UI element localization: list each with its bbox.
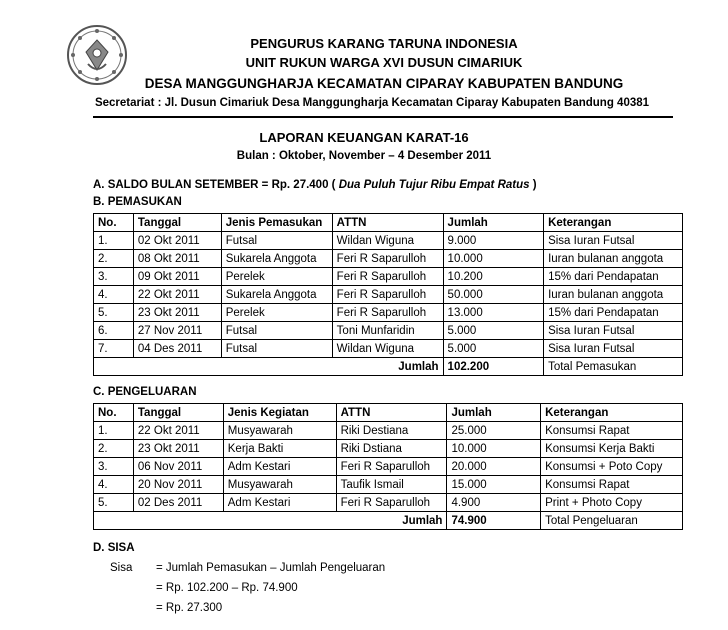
table-cell: 15% dari Pendapatan (544, 304, 683, 322)
table-cell: 5.000 (443, 340, 544, 358)
table-cell: 10.000 (443, 250, 544, 268)
table-cell: 1. (94, 422, 134, 440)
table-cell: Feri R Saparulloh (332, 268, 443, 286)
expense-table (93, 403, 683, 530)
table-cell: Riki Dstiana (336, 440, 447, 458)
table-cell: 02 Okt 2011 (133, 232, 221, 250)
table-row (94, 476, 683, 494)
table-cell: Konsumsi + Poto Copy (541, 458, 683, 476)
table-cell: Kerja Bakti (223, 440, 336, 458)
table-cell: 15.000 (447, 476, 541, 494)
table-row (94, 250, 683, 268)
table-cell: Sisa Iuran Futsal (544, 232, 683, 250)
sisa-line-1 (110, 562, 385, 574)
table-cell: Feri R Saparulloh (336, 458, 447, 476)
header-cell: Jumlah (447, 404, 541, 422)
total-note: Total Pengeluaran (541, 512, 683, 530)
table-row (94, 322, 683, 340)
table-cell: 9.000 (443, 232, 544, 250)
org-location: DESA MANGGUNGHARJA KECAMATAN CIPARAY KABUPATEN BANDUNG (144, 76, 624, 91)
report-title: LAPORAN KEUANGAN KARAT-16 (259, 130, 469, 145)
table-cell: Riki Destiana (336, 422, 447, 440)
section-d-heading: D. SISA (93, 542, 135, 554)
report-period: Bulan : Oktober, November – 4 Desember 2011 (236, 150, 492, 162)
table-cell: 50.000 (443, 286, 544, 304)
table-cell: Konsumsi Rapat (541, 476, 683, 494)
header-cell: Tanggal (133, 404, 223, 422)
income-table-header (94, 214, 683, 232)
table-cell: 25.000 (447, 422, 541, 440)
table-cell: 10.200 (443, 268, 544, 286)
table-cell: 06 Nov 2011 (133, 458, 223, 476)
table-cell: Futsal (221, 340, 332, 358)
table-cell: 22 Okt 2011 (133, 422, 223, 440)
header-cell: Jumlah (443, 214, 544, 232)
table-cell: Perelek (221, 268, 332, 286)
letterhead-divider (93, 116, 673, 118)
header-cell: No. (94, 404, 134, 422)
income-total-row (94, 358, 683, 376)
table-cell: Toni Munfaridin (332, 322, 443, 340)
income-table (93, 213, 683, 376)
table-cell: 02 Des 2011 (133, 494, 223, 512)
table-cell: 2. (94, 250, 134, 268)
org-address: Secretariat : Jl. Dusun Cimariuk Desa Manggungharja Kecamatan Ciparay Kabupaten Bandung 40381 (94, 97, 650, 109)
table-cell: 27 Nov 2011 (133, 322, 221, 340)
table-cell: 2. (94, 440, 134, 458)
sisa-line-3: = Rp. 27.300 (156, 602, 223, 614)
table-cell: 7. (94, 340, 134, 358)
table-cell: 5.000 (443, 322, 544, 340)
header-cell: ATTN (332, 214, 443, 232)
header-cell: Tanggal (133, 214, 221, 232)
table-cell: 20 Nov 2011 (133, 476, 223, 494)
header-cell: Jenis Kegiatan (223, 404, 336, 422)
total-label: Jumlah (94, 358, 444, 376)
sisa-line-2: = Rp. 102.200 – Rp. 74.900 (156, 582, 298, 594)
table-row (94, 304, 683, 322)
table-cell: 15% dari Pendapatan (544, 268, 683, 286)
table-row (94, 440, 683, 458)
table-cell: Futsal (221, 232, 332, 250)
table-cell: Adm Kestari (223, 494, 336, 512)
table-cell: 4. (94, 476, 134, 494)
table-cell: 4.900 (447, 494, 541, 512)
table-cell: Musyawarah (223, 476, 336, 494)
table-row (94, 268, 683, 286)
table-cell: 3. (94, 268, 134, 286)
table-cell: Futsal (221, 322, 332, 340)
table-cell: Sisa Iuran Futsal (544, 340, 683, 358)
table-row (94, 494, 683, 512)
table-cell: 10.000 (447, 440, 541, 458)
section-a-words: Dua Puluh Tujur Ribu Empat Ratus (338, 179, 530, 191)
header-cell: Keterangan (544, 214, 683, 232)
section-a-balance (93, 179, 537, 191)
table-cell: Print + Photo Copy (541, 494, 683, 512)
table-row (94, 286, 683, 304)
header-cell: Jenis Pemasukan (221, 214, 332, 232)
section-c-heading: C. PENGELUARAN (93, 386, 197, 398)
section-a-close: ) (529, 179, 537, 191)
table-cell: 08 Okt 2011 (133, 250, 221, 268)
table-cell: Sisa Iuran Futsal (544, 322, 683, 340)
org-unit: UNIT RUKUN WARGA XVI DUSUN CIMARIUK (245, 55, 523, 70)
table-cell: Konsumsi Rapat (541, 422, 683, 440)
table-cell: 5. (94, 304, 134, 322)
table-cell: 1. (94, 232, 134, 250)
sisa-formula: = Jumlah Pemasukan – Jumlah Pengeluaran (156, 562, 386, 574)
table-cell: Feri R Saparulloh (336, 494, 447, 512)
table-cell: Perelek (221, 304, 332, 322)
table-cell: 09 Okt 2011 (133, 268, 221, 286)
table-row (94, 458, 683, 476)
total-value: 102.200 (443, 358, 544, 376)
header-cell: No. (94, 214, 134, 232)
table-row (94, 340, 683, 358)
table-row (94, 232, 683, 250)
total-label: Jumlah (94, 512, 447, 530)
table-cell: Wildan Wiguna (332, 232, 443, 250)
table-cell: 3. (94, 458, 134, 476)
table-cell: Feri R Saparulloh (332, 286, 443, 304)
table-cell: Feri R Saparulloh (332, 250, 443, 268)
table-cell: 4. (94, 286, 134, 304)
table-cell: Iuran bulanan anggota (544, 286, 683, 304)
table-cell: Iuran bulanan anggota (544, 250, 683, 268)
table-cell: 23 Okt 2011 (133, 440, 223, 458)
table-cell: 04 Des 2011 (133, 340, 221, 358)
header-cell: ATTN (336, 404, 447, 422)
table-cell: Wildan Wiguna (332, 340, 443, 358)
table-row (94, 422, 683, 440)
table-cell: 5. (94, 494, 134, 512)
table-cell: Taufik Ismail (336, 476, 447, 494)
table-cell: Adm Kestari (223, 458, 336, 476)
total-note: Total Pemasukan (544, 358, 683, 376)
table-cell: Sukarela Anggota (221, 286, 332, 304)
sisa-label: Sisa (110, 562, 133, 574)
table-cell: Sukarela Anggota (221, 250, 332, 268)
table-cell: 23 Okt 2011 (133, 304, 221, 322)
section-a-label: A. SALDO BULAN SETEMBER = Rp. 27.400 ( (93, 179, 339, 191)
org-name: PENGURUS KARANG TARUNA INDONESIA (250, 36, 518, 51)
table-cell: 13.000 (443, 304, 544, 322)
total-value: 74.900 (447, 512, 541, 530)
expense-table-header (94, 404, 683, 422)
section-b-heading: B. PEMASUKAN (93, 196, 182, 208)
table-cell: 6. (94, 322, 134, 340)
table-cell: 20.000 (447, 458, 541, 476)
expense-total-row (94, 512, 683, 530)
table-cell: Feri R Saparulloh (332, 304, 443, 322)
table-cell: 22 Okt 2011 (133, 286, 221, 304)
table-cell: Konsumsi Kerja Bakti (541, 440, 683, 458)
table-cell: Musyawarah (223, 422, 336, 440)
header-cell: Keterangan (541, 404, 683, 422)
